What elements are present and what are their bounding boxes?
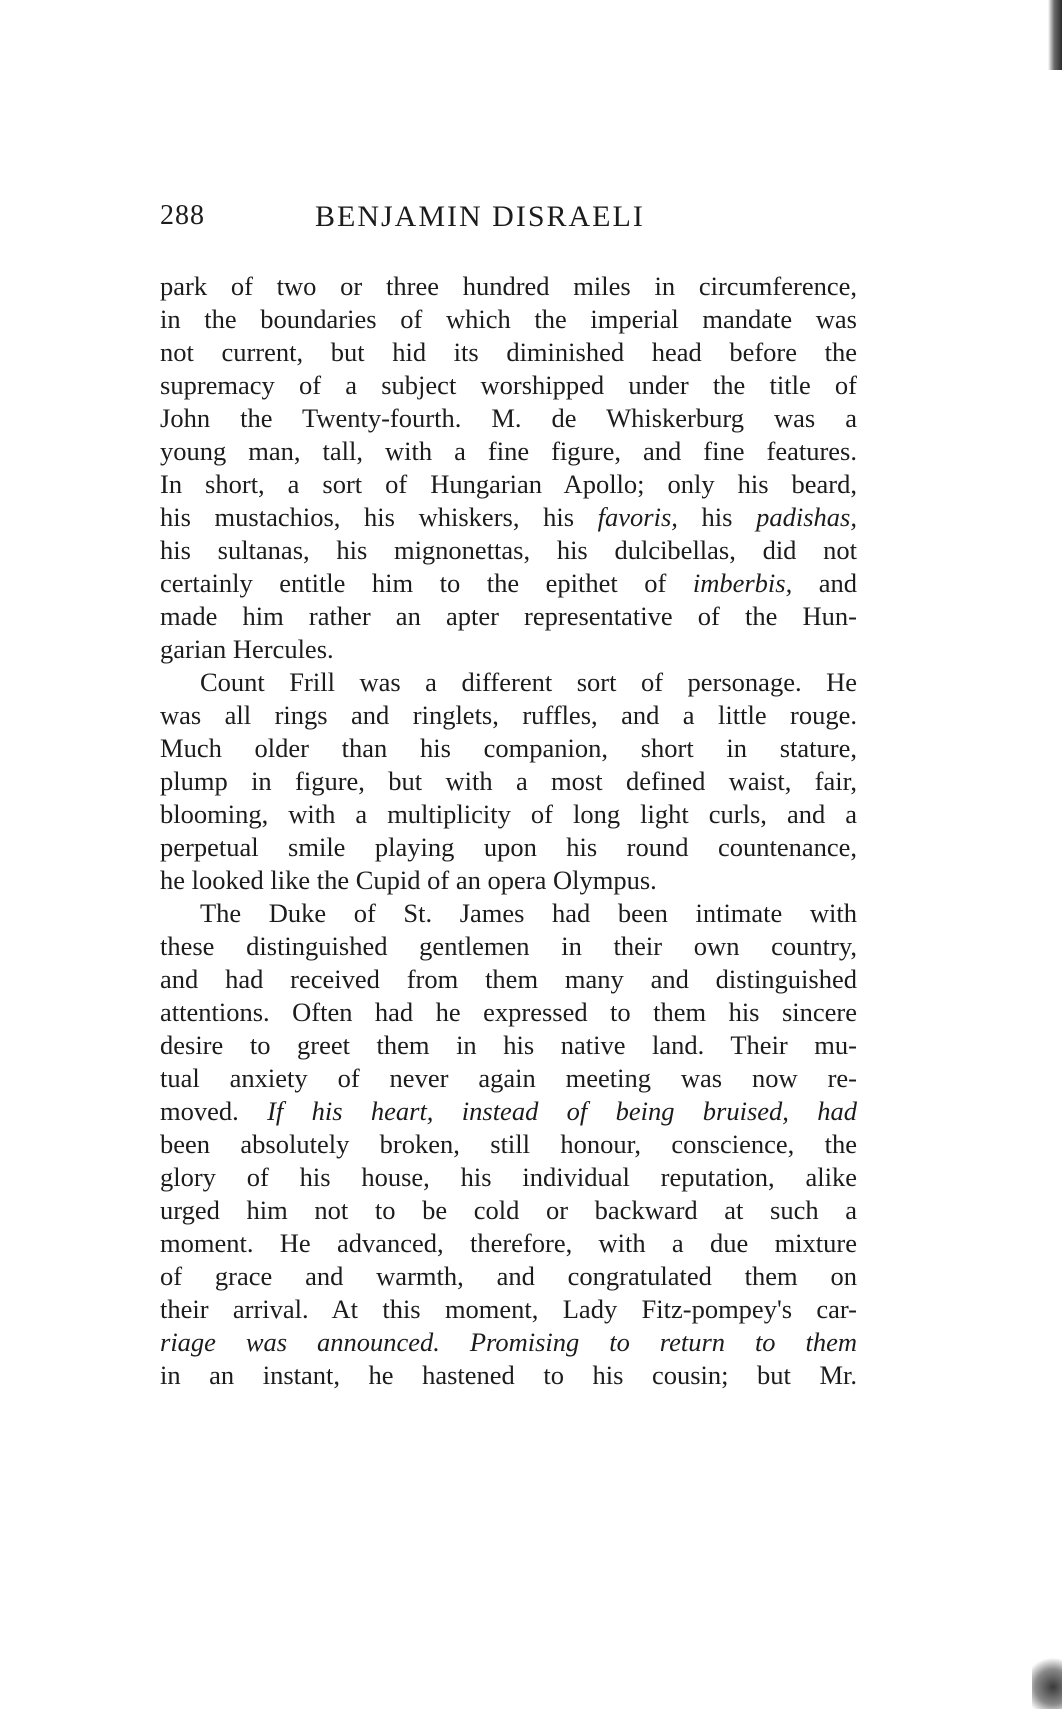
text-line: John the Twenty-fourth. M. de Whiskerburg was a — [160, 403, 857, 433]
text-line: perpetual smile playing upon his round countenance, — [160, 832, 857, 862]
text-run: and — [792, 568, 858, 598]
text-line: urged him not to be cold or backward at such a — [160, 1195, 857, 1225]
running-title: BENJAMIN DISRAELI — [315, 200, 645, 233]
text-run: moved. — [160, 1096, 268, 1126]
italic-run: If his heart, instead of being bruised, had — [267, 1096, 858, 1126]
text-line: glory of his house, his individual reputation, alike — [160, 1162, 857, 1192]
text-line: in an instant, he hastened to his cousin; but Mr. — [160, 1360, 857, 1390]
text-line: was all rings and ringlets, ruffles, and a little rouge. — [160, 700, 857, 730]
text-line: In short, a sort of Hungarian Apollo; only his beard, — [160, 469, 857, 499]
text-line: and had received from them many and distinguished — [160, 964, 857, 994]
text-line: moment. He advanced, therefore, with a due mixture — [160, 1228, 857, 1258]
text-line — [160, 1095, 857, 1128]
text-line: their arrival. At this moment, Lady Fitz-pompey's car- — [160, 1294, 857, 1324]
text-line: desire to greet them in his native land. Their mu- — [160, 1030, 857, 1060]
text-line — [160, 567, 857, 600]
italic-word: favoris, — [597, 502, 678, 532]
text-line: plump in figure, but with a most defined waist, fair, — [160, 766, 857, 796]
text-line: his sultanas, his mignonettas, his dulcibellas, did not — [160, 535, 857, 565]
text-line: Count Frill was a different sort of personage. He — [200, 667, 857, 697]
italic-word: padishas, — [756, 502, 857, 532]
text-line: supremacy of a subject worshipped under the title of — [160, 370, 857, 400]
page-corner-mark — [1032, 1654, 1062, 1709]
text-run: certainly entitle him to the epithet of — [160, 568, 693, 598]
text-line: The Duke of St. James had been intimate with — [200, 898, 857, 928]
text-run: his — [677, 502, 757, 532]
text-line: tual anxiety of never again meeting was now re- — [160, 1063, 857, 1093]
text-line: young man, tall, with a fine figure, and fine features. — [160, 436, 857, 466]
page-edge-mark — [1048, 0, 1062, 70]
text-line — [160, 501, 857, 534]
body-text — [160, 270, 857, 1392]
text-line: of grace and warmth, and congratulated them on — [160, 1261, 857, 1291]
text-line: made him rather an apter representative of the Hun- — [160, 601, 857, 631]
page-number: 288 — [160, 200, 205, 231]
text-run: his mustachios, his whiskers, his — [160, 502, 598, 532]
text-line: he looked like the Cupid of an opera Olympus. — [160, 865, 657, 895]
text-line: riage was announced. Promising to return to them — [160, 1327, 857, 1357]
text-line: attentions. Often had he expressed to them his sincere — [160, 997, 857, 1027]
text-line: blooming, with a multiplicity of long light curls, and a — [160, 799, 857, 829]
text-line: in the boundaries of which the imperial mandate was — [160, 304, 857, 334]
text-line: park of two or three hundred miles in circumference, — [160, 271, 857, 301]
text-line: these distinguished gentlemen in their own country, — [160, 931, 857, 961]
text-line: not current, but hid its diminished head before the — [160, 337, 857, 367]
text-line: been absolutely broken, still honour, conscience, the — [160, 1129, 857, 1159]
running-header — [160, 200, 860, 240]
text-line: Much older than his companion, short in stature, — [160, 733, 857, 763]
italic-word: imberbis, — [692, 568, 793, 598]
text-line: garian Hercules. — [160, 634, 334, 664]
